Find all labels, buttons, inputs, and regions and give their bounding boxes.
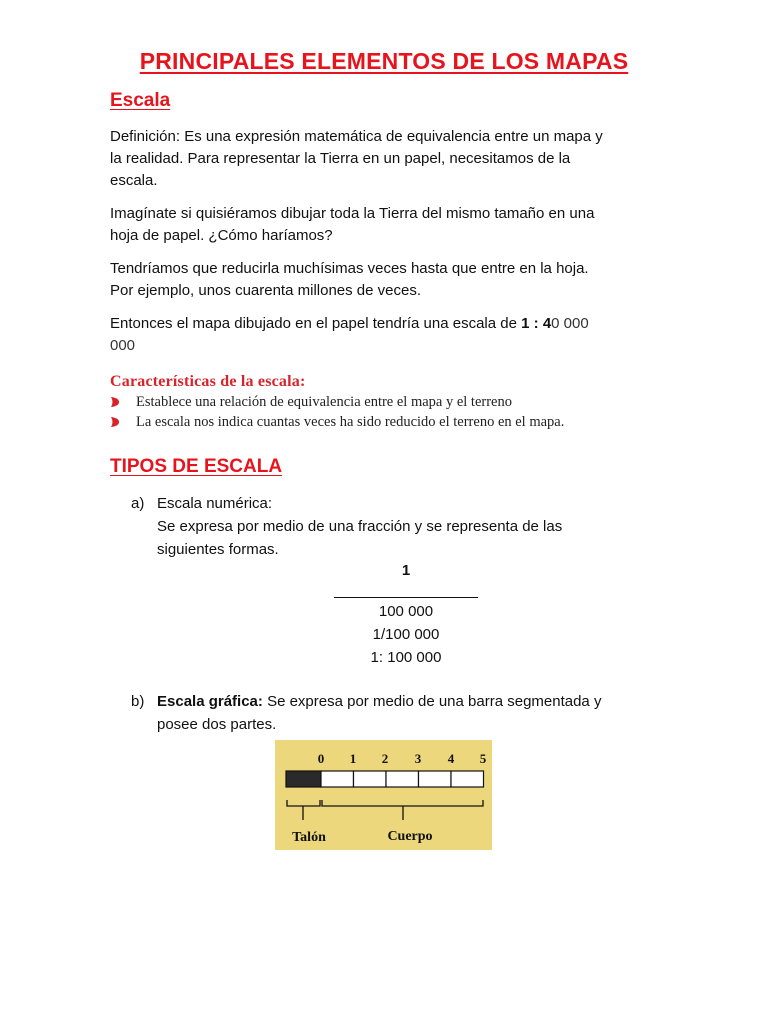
heel-bracket	[287, 800, 320, 820]
list-item-numeric-scale	[131, 492, 651, 561]
scale-tick-label: 4	[447, 751, 455, 766]
paragraph-scale-example	[110, 313, 670, 357]
numeric-scale-line-1: Se expresa por medio de una fracción y se representa de las	[157, 518, 563, 535]
paragraph-imagine	[110, 203, 670, 247]
body-label: Cuerpo	[387, 829, 433, 844]
scale-example-rest: 0 000	[551, 315, 589, 332]
graphic-scale-figure	[275, 740, 492, 850]
fraction-bar	[334, 597, 478, 598]
section-heading-escala: Escala	[110, 90, 171, 111]
definition-line-1: Definición: Es una expresión matemática de equivalencia entre un mapa y	[110, 128, 603, 145]
bullet-icon	[110, 416, 120, 428]
scale-example-text: Entonces el mapa dibujado en el papel tendría una escala de	[110, 315, 522, 332]
definition-line-3: escala.	[110, 172, 158, 189]
scale-example-bold: 1 : 4	[521, 315, 552, 332]
scale-heel-segment	[286, 771, 321, 787]
section-heading-tipos: TIPOS DE ESCALA	[110, 456, 283, 477]
definition-paragraph	[110, 126, 670, 192]
scale-tick-label: 0	[317, 751, 325, 766]
list-marker-a: a)	[131, 495, 145, 512]
scale-tick-label: 3	[414, 751, 422, 766]
scale-tick-label: 1	[349, 751, 357, 766]
fraction-form-slash: 1/100 000	[372, 626, 440, 643]
scale-body-segment	[419, 771, 452, 787]
paragraph-reduce-line-2: Por ejemplo, unos cuarenta millones de veces.	[110, 282, 422, 299]
paragraph-reduce	[110, 258, 670, 302]
characteristics-title: Características de la escala:	[110, 373, 306, 390]
characteristic-text: Establece una relación de equivalencia entre el mapa y el terreno	[136, 394, 512, 410]
graphic-scale-title: Escala gráfica:	[157, 693, 263, 710]
definition-line-2: la realidad. Para representar la Tierra en un papel, necesitamos de la	[110, 150, 571, 167]
characteristic-text: La escala nos indica cuantas veces ha sido reducido el terreno en el mapa.	[136, 414, 565, 430]
scale-tick-label: 5	[479, 751, 487, 766]
bullet-icon	[110, 396, 120, 408]
numeric-scale-title: Escala numérica:	[157, 495, 273, 512]
characteristic-item	[110, 392, 630, 412]
fraction-denominator: 100 000	[378, 603, 434, 620]
graphic-scale-drawing	[275, 740, 492, 850]
scale-tick-label: 2	[381, 751, 389, 766]
paragraph-reduce-line-1: Tendríamos que reducirla muchísimas veces hasta que entre en la hoja.	[110, 260, 589, 277]
scale-body-segment	[321, 771, 354, 787]
graphic-scale-line-2: posee dos partes.	[157, 716, 277, 733]
page-title: PRINCIPALES ELEMENTOS DE LOS MAPAS	[139, 48, 629, 74]
list-item-graphic-scale	[131, 690, 651, 736]
scale-body-segment	[451, 771, 484, 787]
scale-body-segment	[354, 771, 387, 787]
scale-body-segment	[386, 771, 419, 787]
characteristic-item	[110, 412, 630, 432]
numeric-scale-title-line	[131, 492, 651, 515]
paragraph-scale-example-line-2: 000	[110, 337, 136, 354]
paragraph-imagine-line-2: hoja de papel. ¿Cómo haríamos?	[110, 227, 333, 244]
fraction-form-colon: 1: 100 000	[370, 649, 442, 666]
characteristics-box	[110, 372, 630, 432]
list-marker-b: b)	[131, 693, 145, 710]
paragraph-scale-example-line-1	[110, 313, 670, 335]
body-bracket	[322, 800, 483, 820]
heel-label: Talón	[292, 830, 326, 845]
graphic-scale-line-1: Se expresa por medio de una barra segmentada y	[262, 693, 602, 710]
numeric-scale-line-2: siguientes formas.	[157, 541, 279, 558]
graphic-scale-title-line	[131, 690, 651, 713]
fraction-numerator: 1	[401, 562, 411, 579]
paragraph-imagine-line-1: Imagínate si quisiéramos dibujar toda la Tierra del mismo tamaño en una	[110, 205, 595, 222]
